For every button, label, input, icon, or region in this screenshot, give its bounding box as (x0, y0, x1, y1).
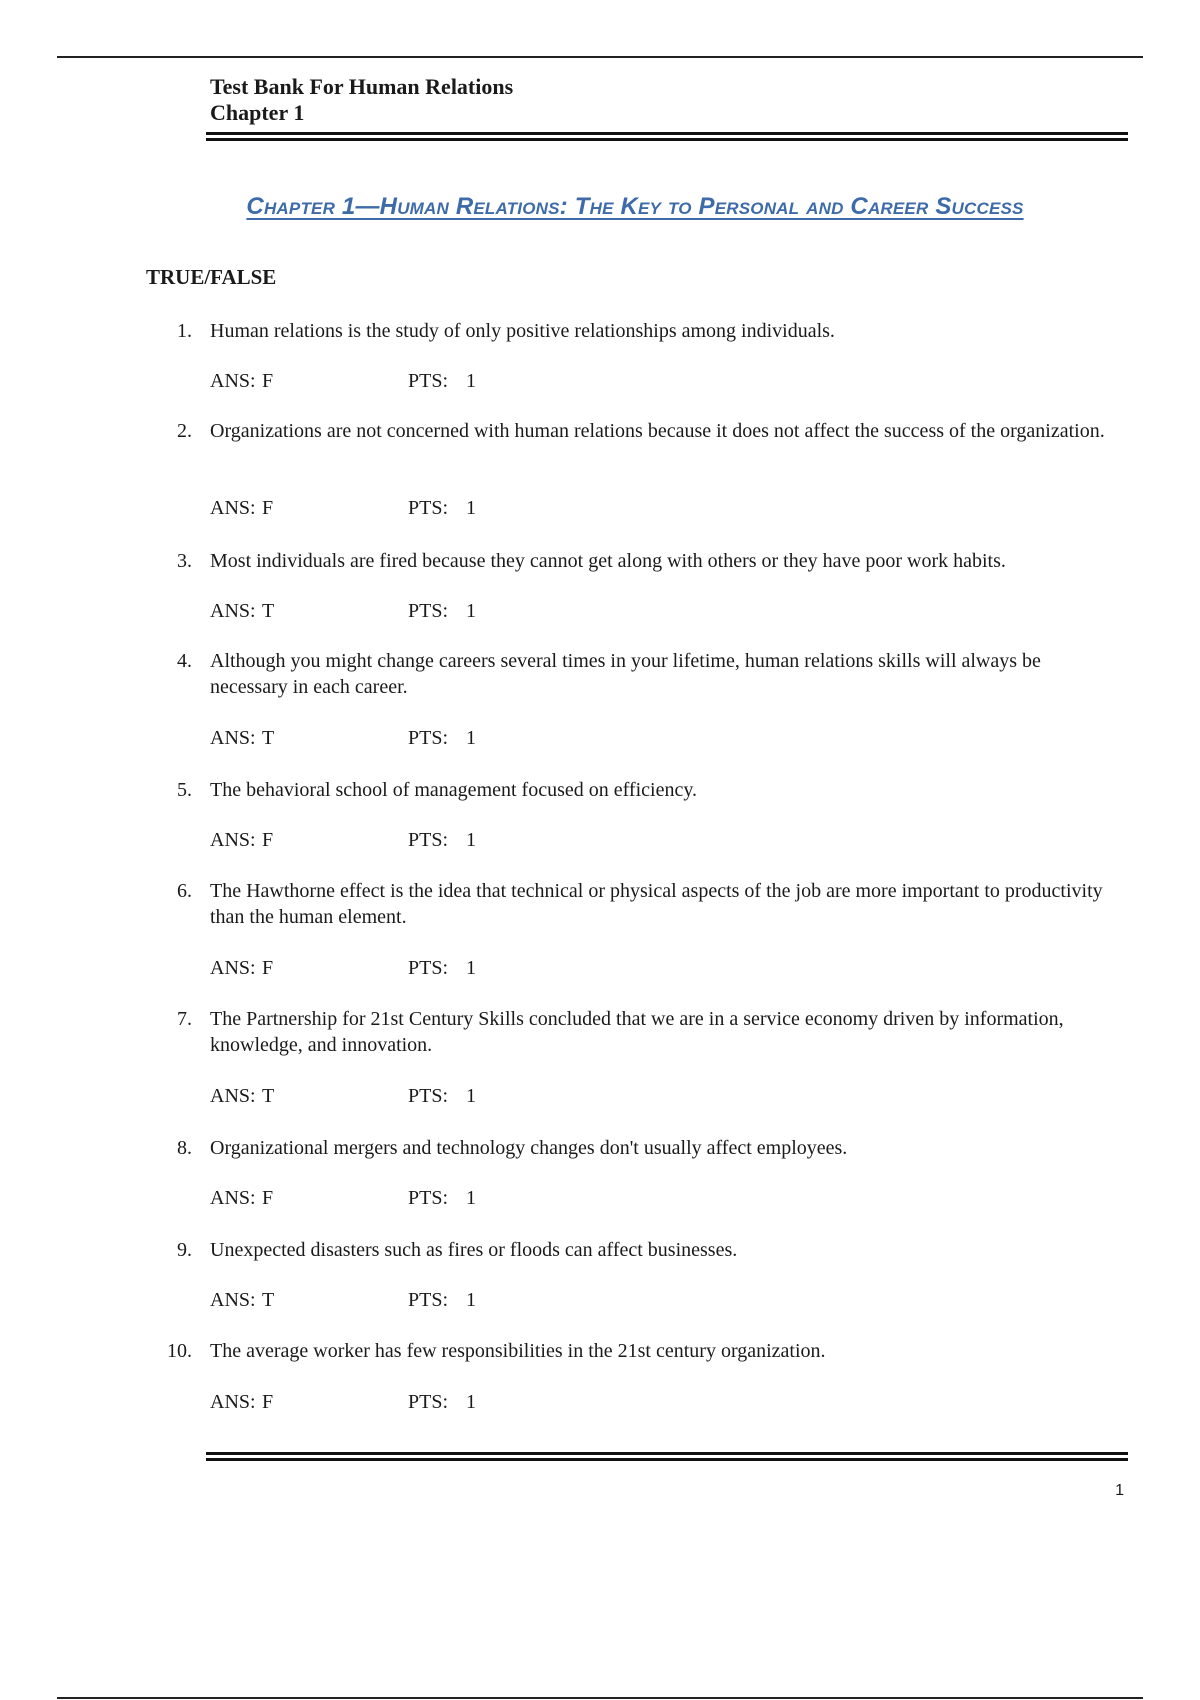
ans-label: ANS: (210, 727, 256, 749)
document-header (210, 74, 513, 126)
answer-line (210, 598, 476, 624)
question-item (146, 1006, 1106, 1058)
answer-line (210, 1083, 476, 1109)
ans-label: ANS: (210, 1289, 256, 1311)
answer-line (210, 1389, 476, 1415)
answer-line (210, 1287, 476, 1313)
pts-value: 1 (466, 370, 476, 392)
pts-label: PTS: (408, 1187, 449, 1209)
pts-value: 1 (466, 1391, 476, 1413)
question-text: Most individuals are fired because they cannot get along with others or they have poor work habits. (210, 550, 1006, 572)
question-number: 5. (177, 779, 192, 801)
answer-line (210, 955, 476, 981)
pts-value: 1 (466, 1187, 476, 1209)
pts-label: PTS: (408, 1391, 449, 1413)
ans-label: ANS: (210, 1187, 256, 1209)
pts-label: PTS: (408, 600, 449, 622)
ans-label: ANS: (210, 600, 256, 622)
question-number: 3. (177, 550, 192, 572)
ans-value: F (262, 497, 274, 519)
footer-double-rule (206, 1452, 1128, 1461)
ans-value: F (262, 829, 274, 851)
answer-line (210, 368, 476, 394)
pts-label: PTS: (408, 1289, 449, 1311)
ans-value: T (262, 1289, 275, 1311)
header-title: Test Bank For Human Relations (210, 74, 514, 99)
question-number: 1. (177, 320, 192, 342)
header-double-rule (206, 132, 1128, 141)
page-top-rule (57, 56, 1143, 58)
question-text: Although you might change careers several times in your lifetime, human relations skills will always be necessary in each career. (210, 650, 1041, 698)
question-number: 10. (167, 1340, 192, 1362)
page-bottom-rule (57, 1697, 1143, 1699)
ans-value: F (262, 370, 274, 392)
question-number: 4. (177, 650, 192, 672)
pts-label: PTS: (408, 1085, 449, 1107)
ans-label: ANS: (210, 1085, 256, 1107)
pts-value: 1 (466, 497, 476, 519)
ans-label: ANS: (210, 1391, 256, 1413)
answer-line (210, 827, 476, 853)
question-item (146, 1338, 1106, 1364)
pts-value: 1 (466, 1289, 476, 1311)
pts-value: 1 (466, 957, 476, 979)
question-number: 8. (177, 1137, 192, 1159)
pts-label: PTS: (408, 829, 449, 851)
question-number: 2. (177, 420, 192, 442)
ans-value: T (262, 1085, 275, 1107)
question-item (146, 1135, 1106, 1161)
question-item (146, 1237, 1106, 1263)
question-text: Human relations is the study of only positive relationships among individuals. (210, 320, 835, 342)
pts-value: 1 (466, 727, 476, 749)
ans-label: ANS: (210, 497, 256, 519)
header-chapter: Chapter 1 (210, 100, 305, 125)
ans-value: F (262, 1391, 274, 1413)
question-number: 6. (177, 880, 192, 902)
answer-line (210, 725, 476, 751)
question-text: Unexpected disasters such as fires or floods can affect businesses. (210, 1239, 738, 1261)
question-number: 7. (177, 1008, 192, 1030)
section-title: TRUE/FALSE (146, 265, 277, 289)
question-text: The Partnership for 21st Century Skills concluded that we are in a service economy driven by information, knowledge, and innovation. (210, 1008, 1064, 1056)
pts-label: PTS: (408, 957, 449, 979)
pts-value: 1 (466, 829, 476, 851)
question-item (146, 418, 1106, 444)
question-number: 9. (177, 1239, 192, 1261)
page-number: 1 (1115, 1482, 1124, 1499)
ans-label: ANS: (210, 829, 256, 851)
pts-value: 1 (466, 1085, 476, 1107)
question-item (146, 648, 1106, 700)
pts-label: PTS: (408, 370, 449, 392)
answer-line (210, 495, 476, 521)
question-item (146, 318, 1106, 344)
question-item (146, 548, 1106, 574)
question-text: The average worker has few responsibilities in the 21st century organization. (210, 1340, 826, 1362)
ans-value: F (262, 1187, 274, 1209)
question-text: The behavioral school of management focused on efficiency. (210, 779, 698, 801)
ans-value: F (262, 957, 274, 979)
ans-value: T (262, 727, 275, 749)
question-text: Organizations are not concerned with human relations because it does not affect the success of the organization. (210, 420, 1105, 442)
ans-value: T (262, 600, 275, 622)
pts-value: 1 (466, 600, 476, 622)
question-item (146, 777, 1106, 803)
chapter-title: Chapter 1—Human Relations: The Key to Personal and Career Success (246, 193, 1024, 220)
ans-label: ANS: (210, 957, 256, 979)
answer-line (210, 1185, 476, 1211)
ans-label: ANS: (210, 370, 256, 392)
question-text: Organizational mergers and technology changes don't usually affect employees. (210, 1137, 848, 1159)
pts-label: PTS: (408, 727, 449, 749)
question-item (146, 878, 1106, 930)
question-text: The Hawthorne effect is the idea that technical or physical aspects of the job are more important to productivity than the human element. (210, 880, 1103, 928)
pts-label: PTS: (408, 497, 449, 519)
